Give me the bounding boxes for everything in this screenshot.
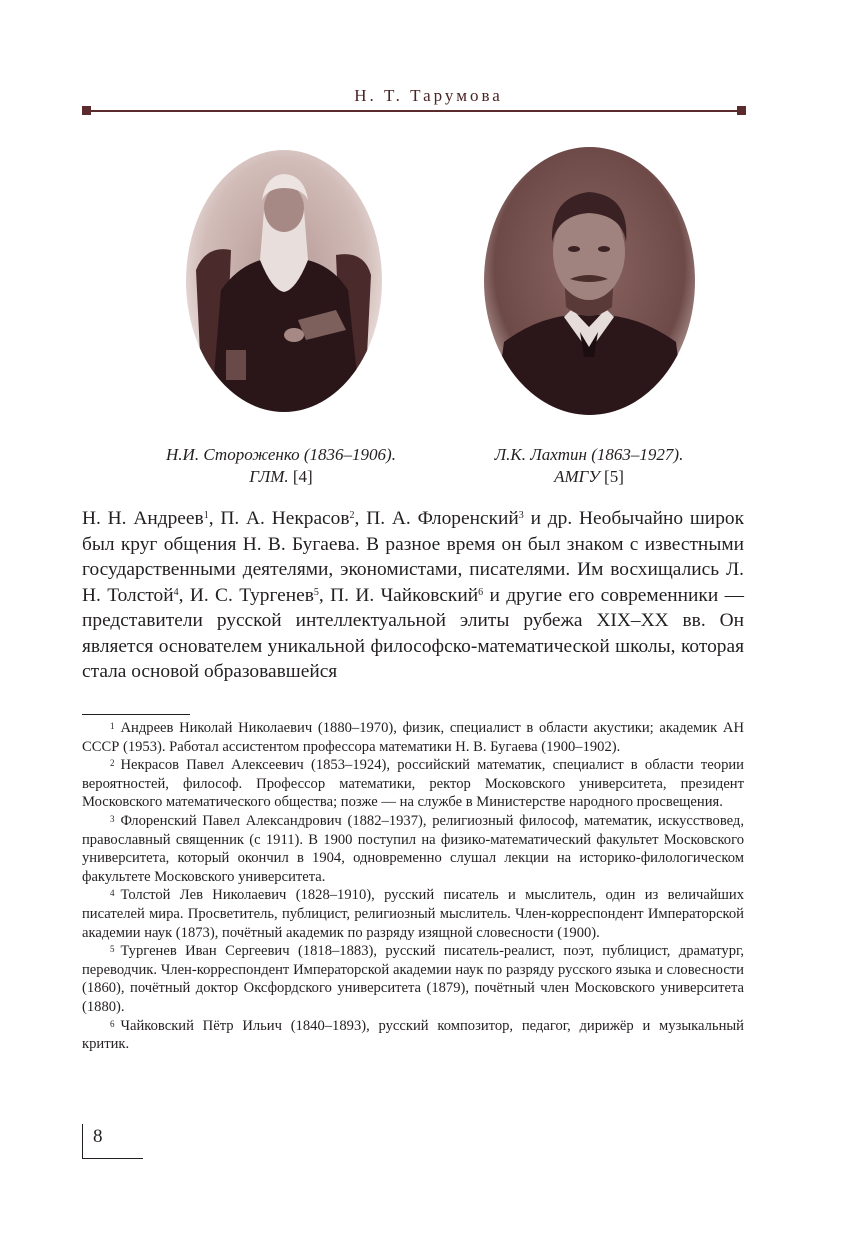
header-rule-left-end <box>82 106 91 115</box>
running-head-title: Н. Т. Тарумова <box>354 86 503 105</box>
footnotes <box>82 719 744 1054</box>
body-paragraph <box>82 506 744 685</box>
footnote-1-text: Андреев Николай Николаевич (1880–1970), физик, специалист в области акустики; академик АН СССР (1953). Работал ассистентом профессора математики Н. В. Бугаева (1900–1902). <box>82 720 744 755</box>
footnote-6-text: Чайковский Пётр Ильич (1840–1893), русский композитор, педагог, дирижёр и музыкальный критик. <box>82 1017 744 1053</box>
footnote-ref-2[interactable]: 2 <box>349 510 355 521</box>
footnote-5-text: Тургенев Иван Сергеевич (1818–1883), русский писатель-реалист, поэт, публицист, драматург, переводчик. Член-корреспондент Императорской академии наук по разряду русского языка и словесности (1860), почётный доктор Оксфордского университета (1879), почётный член Московского университета (1880). <box>82 943 744 1015</box>
body-seg-4: и др. Необычайно широк был круг общения Н. В. Бугаева. В разное время он был знаком с известными государственными деятелями, экономистами, писателями. Им восхищались Л. Н. Толстой <box>82 508 745 606</box>
footnote-3-num: 3 <box>110 813 115 824</box>
footnote-separator <box>82 714 190 715</box>
header-rule-right-end <box>737 106 746 115</box>
footnote-4 <box>82 886 744 942</box>
footnote-6-num: 6 <box>110 1018 115 1029</box>
portrait-lakhtin <box>484 147 695 415</box>
page-number: 8 <box>93 1126 103 1147</box>
footnote-ref-5[interactable]: 5 <box>313 586 319 598</box>
footnote-1-num: 1 <box>110 721 115 731</box>
footnote-ref-6[interactable]: 6 <box>478 586 484 598</box>
caption-2-ref: [5] <box>604 467 624 486</box>
footnote-4-text: Толстой Лев Николаевич (1828–1910), русский писатель и мыслитель, один из величайших писателей мира. Просветитель, публицист, религиозный мыслитель. Член-корреспондент Императорской академии наук (1873), почётный академик по разряду изящной словесности (1900). <box>82 887 744 941</box>
footnote-ref-4[interactable]: 4 <box>173 586 179 598</box>
footnote-1 <box>82 719 744 756</box>
portrait-storozhenko <box>186 150 382 412</box>
caption-portrait-1 <box>126 444 436 488</box>
caption-portrait-2 <box>434 444 744 488</box>
footnote-4-num: 4 <box>110 888 115 899</box>
footnote-3 <box>82 812 744 886</box>
body-seg-6: , П. И. Чайковский <box>318 584 479 606</box>
body-seg-3: , П. А. Флоренский <box>354 508 519 529</box>
body-seg-2: , П. А. Некрасов <box>208 508 350 529</box>
page-number-frame <box>82 1124 143 1159</box>
body-seg-7: и другие его современники — представители русской интеллектуальной элиты рубежа XIX–XX вв. Он является основателем уникальной философско-математической школы, которая стала основой образовавшейся <box>82 584 744 682</box>
footnote-2-num: 2 <box>110 758 115 769</box>
caption-2-name: Л.К. Лахтин (1863–1927). <box>494 445 684 464</box>
body-seg-5: , И. С. Тургенев <box>178 584 314 606</box>
header-rule <box>84 110 744 112</box>
footnote-5 <box>82 942 744 1016</box>
footnote-ref-3[interactable]: 3 <box>518 510 524 521</box>
footnote-3-text: Флоренский Павел Александрович (1882–1937), религиозный философ, математик, искусствовед, православный священник (с 1911). В 1900 поступил на физико-математический факультет Московского университета, который окончил в 1904, одновременно слушал лекции на историко-филологическом факультете Московского университета. <box>82 812 744 885</box>
body-seg-1: Н. Н. Андреев <box>82 508 204 529</box>
caption-1-ref: [4] <box>292 467 313 486</box>
caption-1-name: Н.И. Стороженко (1836–1906). <box>166 445 396 464</box>
caption-1-source: ГЛМ. <box>249 467 289 486</box>
footnote-5-num: 5 <box>110 944 115 955</box>
footnote-6 <box>82 1017 744 1054</box>
footnote-ref-1[interactable]: 1 <box>203 510 209 521</box>
footnote-2 <box>82 756 744 812</box>
caption-2-source: АМГУ <box>554 467 600 486</box>
footnote-2-text: Некрасов Павел Алексеевич (1853–1924), российский математик, специалист в области теории вероятностей, философ. Профессор математики, ректор Московского университета, президент Московского математического общества; позже — на службе в Министерстве народного просвещения. <box>82 757 744 811</box>
